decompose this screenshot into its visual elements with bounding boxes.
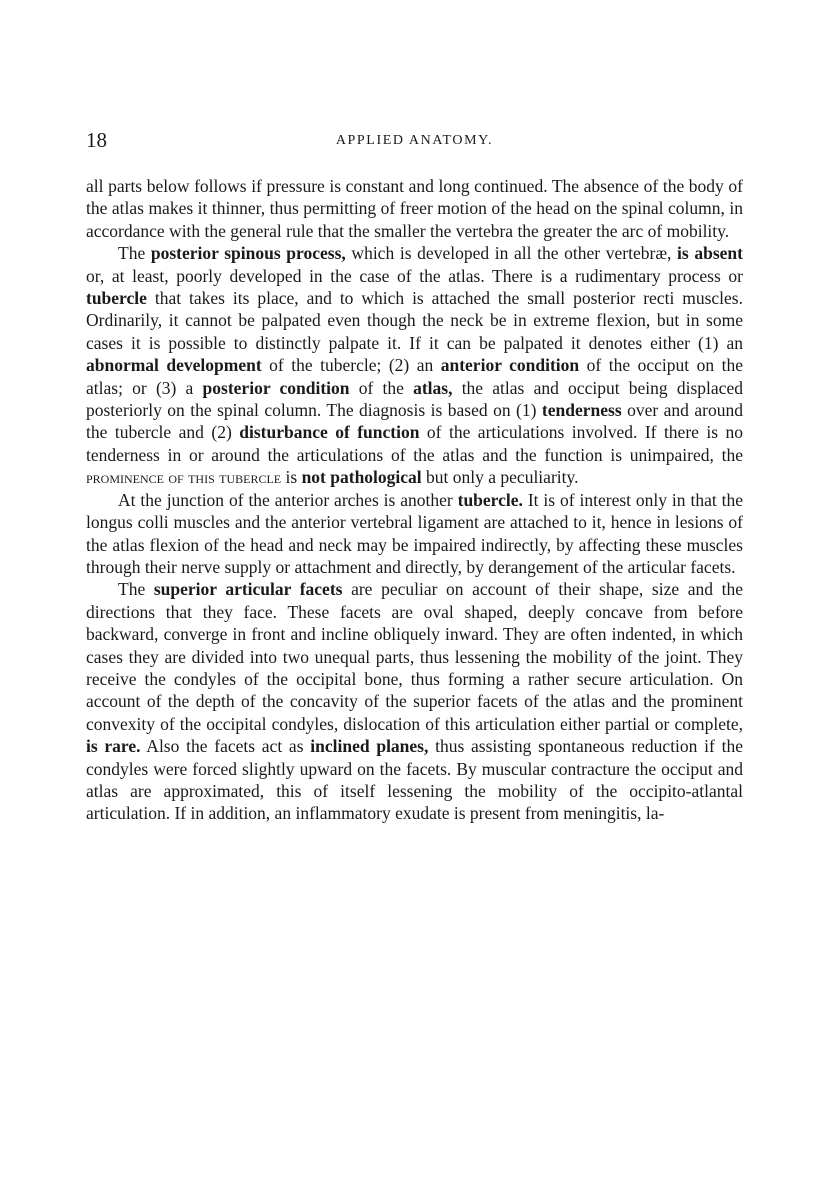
text-run: the atlas and occiput being displaced posteriorly on the spinal column. The diagnosis is based on (1) (86, 377, 743, 421)
text-run: At the junction of the anterior arches is another (118, 489, 458, 510)
page-header (86, 128, 743, 154)
bold-term: tubercle. (457, 489, 523, 510)
text-run: over and around the tubercle and (2) (86, 400, 743, 443)
text-run: are peculiar on account of their shape, size and the directions that they face. These facets are oval shaped, deeply concave from before backward, converge in front and incline obliquely inward. They are often indented, in which cases they are divided into two unequal parts, thus lessening the mobility of the joint. They receive the condyles of the occipital bone, thus forming a rather secure articulation. On account of the depth of the concavity of the superior facets of the atlas and the prominent convexity of the occipital condyles, dislocation of this articulation either partial or complete, (86, 579, 743, 734)
text-run: or, at least, poorly developed in the case of the atlas. There is a rudimentary process or (86, 265, 743, 286)
text-run: It is of interest only in that the longus colli muscles and the anterior vertebral ligament are attached to it, hence in lesions of the atlas flexion of the head and neck may be impaired indirectly, by affecting these muscles through their nerve supply or attachment and directly, by derangement of the articular facets. (86, 489, 743, 577)
bold-term: not pathological (301, 467, 422, 488)
text-run: all parts below follows if pressure is constant and long continued. The absence of the body of the atlas makes it thinner, thus permitting of freer motion of the head on the spinal column, in accordance with the general rule that the smaller the vertebra the greater the arc of mobility. (86, 176, 743, 241)
bold-term: tenderness (541, 400, 622, 421)
paragraph (86, 242, 743, 488)
bold-term: is rare. (86, 736, 141, 757)
text-run: thus assisting spontaneous reduction if the condyles were forced slightly upward on the facets. By muscular contracture the occiput and atlas are approximated, this of itself lessening the mobility of the occipito-atlantal articulation. If in addition, an inflammatory exudate is present from meningitis, la- (86, 736, 743, 824)
bold-term: tubercle (86, 288, 147, 309)
bold-term: inclined planes, (310, 736, 429, 757)
bold-term: posterior condition (202, 377, 350, 398)
bold-term: superior articular facets (153, 579, 343, 600)
text-run: of the occiput on the atlas; or (3) a (86, 355, 743, 398)
small-caps-text: prominence of this tubercle (86, 467, 282, 488)
body-text (86, 175, 743, 825)
text-run: The (118, 243, 151, 264)
text-run: Also the facets act as (140, 736, 311, 757)
bold-term: abnormal development (86, 355, 262, 376)
paragraph (86, 175, 743, 242)
bold-term: disturbance of function (239, 422, 420, 443)
text-run: which is developed in all the other vertebræ, (345, 243, 678, 264)
text-run: of the (349, 377, 414, 398)
bold-term: posterior spinous process, (150, 243, 346, 264)
running-title: APPLIED ANATOMY. (335, 133, 494, 148)
text-run: is (281, 467, 302, 488)
paragraph (86, 489, 743, 579)
text-run: of the tubercle; (2) an (261, 355, 441, 376)
text-run: but only a peculiarity. (421, 467, 579, 488)
bold-term: anterior condition (440, 355, 580, 376)
text-run: of the articulations involved. If there is no tenderness in or around the articulations of the atlas and the function is unimpaired, the (86, 422, 744, 465)
bold-term: atlas, (413, 377, 453, 398)
paragraph (86, 578, 743, 824)
page-number: 18 (86, 128, 107, 152)
text-run: that takes its place, and to which is attached the small posterior recti muscles. Ordinarily, it cannot be palpated even though the neck be in extreme flexion, but in some cases it is possible to distinctly palpate it. If it can be palpated it denotes either (1) an (86, 288, 743, 353)
bold-term: is absent (677, 243, 743, 264)
text-run: The (118, 579, 154, 600)
